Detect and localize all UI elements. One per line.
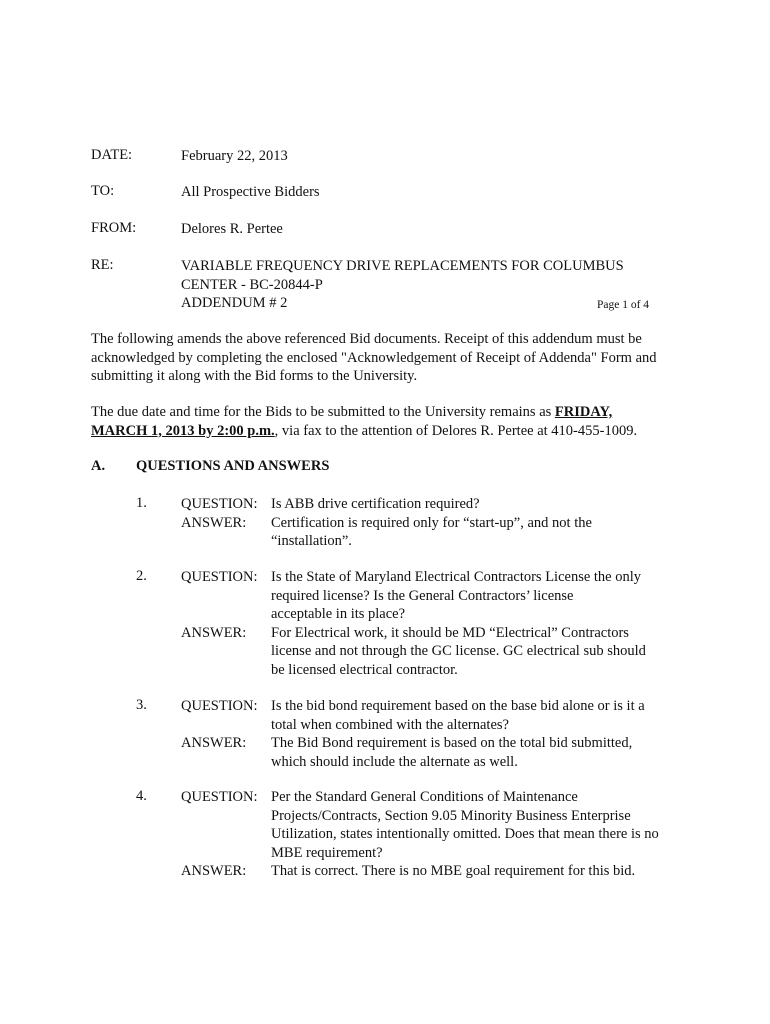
due-suffix: , via fax to the attention of Delores R. Pertee at 410-455-1009. [274,422,638,439]
section-title: QUESTIONS AND ANSWERS [136,458,330,474]
answer-label: ANSWER: [181,735,247,751]
question-label: QUESTION: [181,569,258,585]
from-value: Delores R. Pertee [181,221,283,237]
qa-number: 1. [136,495,147,511]
re-label: RE: [91,257,114,273]
due-prefix: The due date and time for the Bids to be submitted to the University remains as [91,404,555,420]
due-day-emphasis: FRIDAY, [554,404,613,420]
from-label: FROM: [91,220,137,236]
question-text [271,788,691,862]
question-text [271,568,691,624]
intro-line: submitting it along with the Bid forms to the University. [91,368,418,384]
answer-label: ANSWER: [181,863,247,879]
qa-number: 4. [136,788,147,804]
question-text [271,495,691,514]
answer-text [271,514,691,551]
answer-text [271,734,691,771]
question-text [271,697,691,734]
question-line: Per the Standard General Conditions of Maintenance [271,789,578,805]
question-label: QUESTION: [181,496,258,512]
due-date-emphasis: MARCH 1, 2013 by 2:00 p.m. [91,422,275,439]
question-label: QUESTION: [181,698,258,714]
due-line-1 [91,403,681,422]
intro-paragraph [91,330,681,386]
re-line: CENTER - BC-20844-P [181,276,323,293]
answer-line: The Bid Bond requirement is based on the total bid submitted, [271,735,633,751]
addendum-number: ADDENDUM # 2 [181,295,288,311]
to-label: TO: [91,183,115,199]
question-line: acceptable in its place? [271,606,406,622]
answer-text [271,862,691,881]
question-line: Utilization, states intentionally omitted. Does that mean there is no [271,826,659,842]
intro-line: The following amends the above referenced Bid documents. Receipt of this addendum must be [91,331,642,347]
due-date-paragraph [91,403,681,440]
answer-line: which should include the alternate as well. [271,753,518,770]
answer-line: be licensed electrical contractor. [271,661,458,678]
section-letter: A. [91,458,106,474]
qa-number: 2. [136,568,147,584]
page-indicator: Page 1 of 4 [597,299,650,311]
intro-line: acknowledged by completing the enclosed "Acknowledgement of Receipt of Addenda" Form and [91,349,657,366]
question-line: Is the bid bond requirement based on the base bid alone or is it a [271,698,645,714]
answer-label: ANSWER: [181,624,247,641]
answer-label: ANSWER: [181,514,247,531]
qa-number: 3. [136,697,147,713]
date-label: DATE: [91,147,133,163]
question-line: total when combined with the alternates? [271,716,509,733]
due-line-2 [91,422,681,441]
answer-text [271,624,691,680]
question-line: Projects/Contracts, Section 9.05 Minority Business Enterprise [271,807,631,824]
re-line [181,294,661,313]
answer-line: Certification is required only for “start-up”, and not the [271,514,592,531]
question-label: QUESTION: [181,789,258,805]
question-line: Is the State of Maryland Electrical Contractors License the only [271,569,642,585]
date-value: February 22, 2013 [181,148,288,164]
answer-line: “installation”. [271,533,352,549]
question-line: Is ABB drive certification required? [271,496,480,512]
answer-line: For Electrical work, it should be MD “Electrical” Contractors [271,624,629,641]
re-value [181,257,661,313]
re-line: VARIABLE FREQUENCY DRIVE REPLACEMENTS FOR COLUMBUS [181,258,624,274]
question-line: MBE requirement? [271,844,383,861]
question-line: required license? Is the General Contractors’ license [271,587,574,604]
answer-line: license and not through the GC license. GC electrical sub should [271,643,646,659]
answer-line: That is correct. There is no MBE goal requirement for this bid. [271,863,636,879]
to-value: All Prospective Bidders [181,184,320,200]
